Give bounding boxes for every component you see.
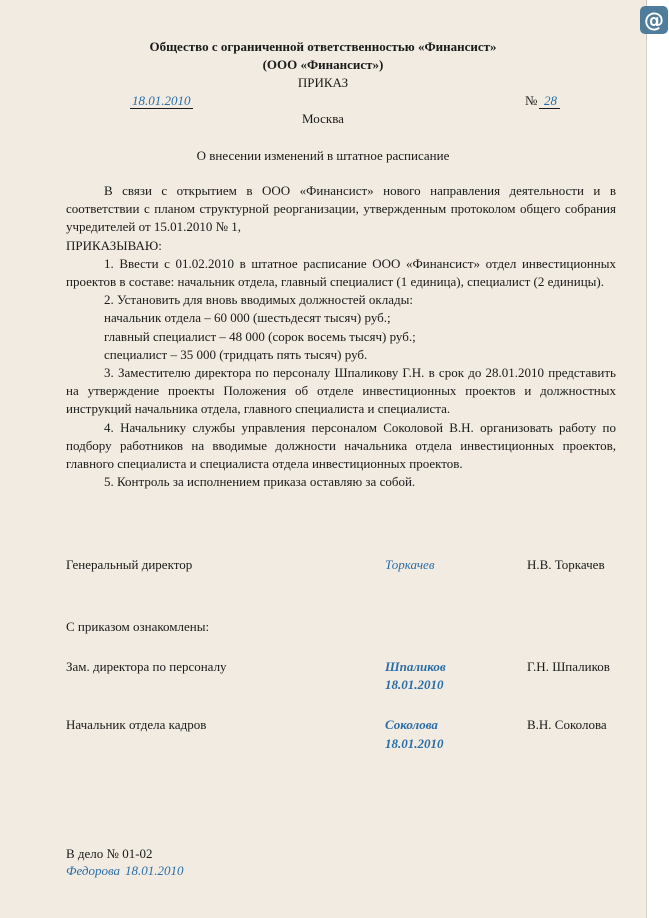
- deputy-position: Зам. директора по персоналу: [66, 659, 227, 674]
- item-3: 3. Заместителю директора по персоналу Шпаликову Г.Н. в срок до 28.01.2010 представить на утверждение проекты Положения об отделе инвестиционных проектов и должностных инструкций начальника отдела, главного специалиста и специалиста.: [66, 365, 616, 417]
- item-1: 1. Ввести с 01.02.2010 в штатное расписание ООО «Финансист» отдел инвестиционных проектов в составе: начальник отдела, главный специалист (1 единица), специалист (2 единицы).: [66, 255, 616, 290]
- org-short-name: (ООО «Финансист»): [262, 57, 384, 72]
- filing-label: В дело № 01-02: [66, 846, 153, 861]
- number-underline: [539, 108, 560, 109]
- director-position: Генеральный директор: [66, 557, 193, 572]
- hr-head-sign-date: 18.01.2010: [385, 736, 444, 751]
- hr-head-position: Начальник отдела кадров: [66, 717, 207, 732]
- date-underline: [130, 108, 193, 109]
- at-sign-icon[interactable]: @: [640, 6, 668, 34]
- item-5: 5. Контроль за исполнением приказа оставляю за собой.: [104, 474, 416, 490]
- acquainted-title: С приказом ознакомлены:: [66, 619, 210, 634]
- filing-signature: Федорова: [66, 863, 121, 878]
- order-body: [66, 182, 616, 491]
- filing-date: 18.01.2010: [125, 863, 184, 878]
- director-name: Н.В. Торкачев: [527, 557, 605, 572]
- intro-paragraph: В связи с открытием в ООО «Финансист» нового направления деятельности и в соответствии с планом структурной реорганизации, утвержденным протоколом общего собрания учредителей от 15.01.2010 № 1,: [66, 183, 616, 235]
- hr-head-signature: Соколова: [385, 717, 438, 732]
- page-edge-divider: [646, 40, 647, 918]
- order-word: ПРИКАЗЫВАЮ:: [66, 237, 162, 253]
- director-signature: Торкачев: [385, 557, 435, 572]
- item-4: 4. Начальнику службы управления персоналом Соколовой В.Н. организовать работу по подбору работников на вводимые должности начальника отдела инвестиционных проектов, главного специалиста и специалиста отдела инвестиционных проектов.: [66, 419, 616, 472]
- order-subject: О внесении изменений в штатное расписание: [196, 148, 450, 163]
- salary-head: начальник отдела – 60 000 (шестьдесят тысяч) руб.;: [104, 310, 391, 326]
- deputy-sign-date: 18.01.2010: [385, 677, 444, 692]
- number-label: №: [525, 93, 538, 108]
- hr-head-name: В.Н. Соколова: [527, 717, 607, 732]
- order-number: 28: [544, 93, 557, 108]
- salary-specialist: специалист – 35 000 (тридцать пять тысяч) руб.: [104, 346, 368, 362]
- item-2: 2. Установить для вновь вводимых должностей оклады:: [104, 292, 413, 308]
- deputy-name: Г.Н. Шпаликов: [527, 659, 610, 674]
- city: Москва: [302, 111, 344, 126]
- doc-type: ПРИКАЗ: [297, 75, 349, 90]
- order-date: 18.01.2010: [132, 93, 191, 108]
- org-name: Общество с ограниченной ответственностью «Финансист»: [149, 39, 497, 54]
- deputy-signature: Шпаликов: [385, 659, 446, 674]
- salary-chief-specialist: главный специалист – 48 000 (сорок восемь тысяч) руб.;: [104, 328, 416, 344]
